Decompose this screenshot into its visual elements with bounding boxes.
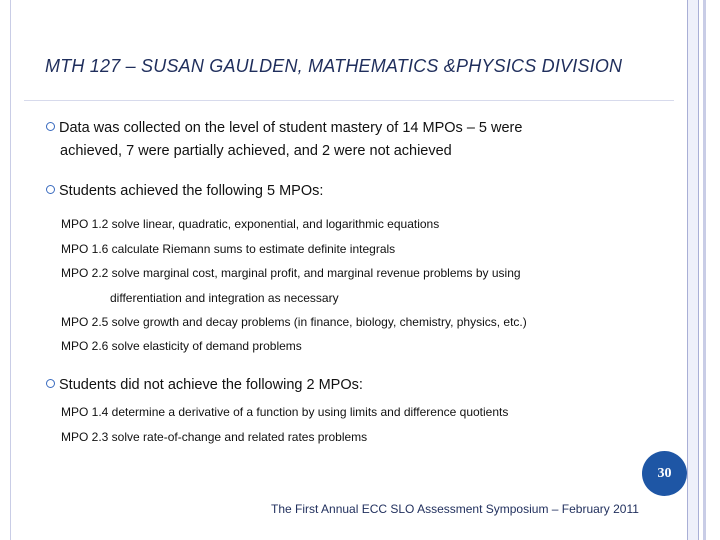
achieved-mpo-item-continued: differentiation and integration as necessary — [110, 291, 339, 305]
bullet1-line1: Data was collected on the level of student mastery of 14 MPOs – 5 were — [59, 120, 523, 136]
bullet-not-achieved-heading — [46, 374, 626, 397]
not-achieved-mpo-item: MPO 2.3 solve rate-of-change and related rates problems — [61, 430, 368, 444]
slide-title: MTH 127 – SUSAN GAULDEN, MATHEMATICS &PHYSICS DIVISION — [45, 56, 623, 76]
bullet-achieved-heading — [46, 180, 626, 203]
achieved-mpo-item: MPO 2.2 solve marginal cost, marginal profit, and marginal revenue problems by using — [61, 266, 521, 280]
achieved-mpo-item: MPO 2.6 solve elasticity of demand problems — [61, 339, 302, 353]
bullet3-text: Students did not achieve the following 2 MPOs: — [59, 377, 363, 393]
not-achieved-mpo-item: MPO 1.4 determine a derivative of a function by using limits and difference quotients — [61, 405, 509, 419]
bullet-circle-icon — [46, 379, 55, 388]
right-frame-border — [687, 0, 699, 540]
right-frame-stripe — [703, 0, 706, 540]
bullet-data-collected — [46, 117, 626, 163]
achieved-mpo-item: MPO 2.5 solve growth and decay problems (in finance, biology, chemistry, physics, etc.) — [61, 315, 527, 329]
title-divider — [24, 100, 674, 101]
achieved-mpo-item: MPO 1.6 calculate Riemann sums to estimate definite integrals — [61, 242, 396, 256]
bullet-circle-icon — [46, 122, 55, 131]
bullet-circle-icon — [46, 185, 55, 194]
left-frame-border — [0, 0, 11, 540]
bullet1-line2: achieved, 7 were partially achieved, and 2 were not achieved — [60, 143, 452, 159]
bullet2-text: Students achieved the following 5 MPOs: — [59, 183, 324, 199]
footer-text: The First Annual ECC SLO Assessment Symposium – February 2011 — [271, 502, 639, 516]
page-number-badge: 30 — [642, 451, 687, 496]
achieved-mpo-item: MPO 1.2 solve linear, quadratic, exponential, and logarithmic equations — [61, 217, 440, 231]
